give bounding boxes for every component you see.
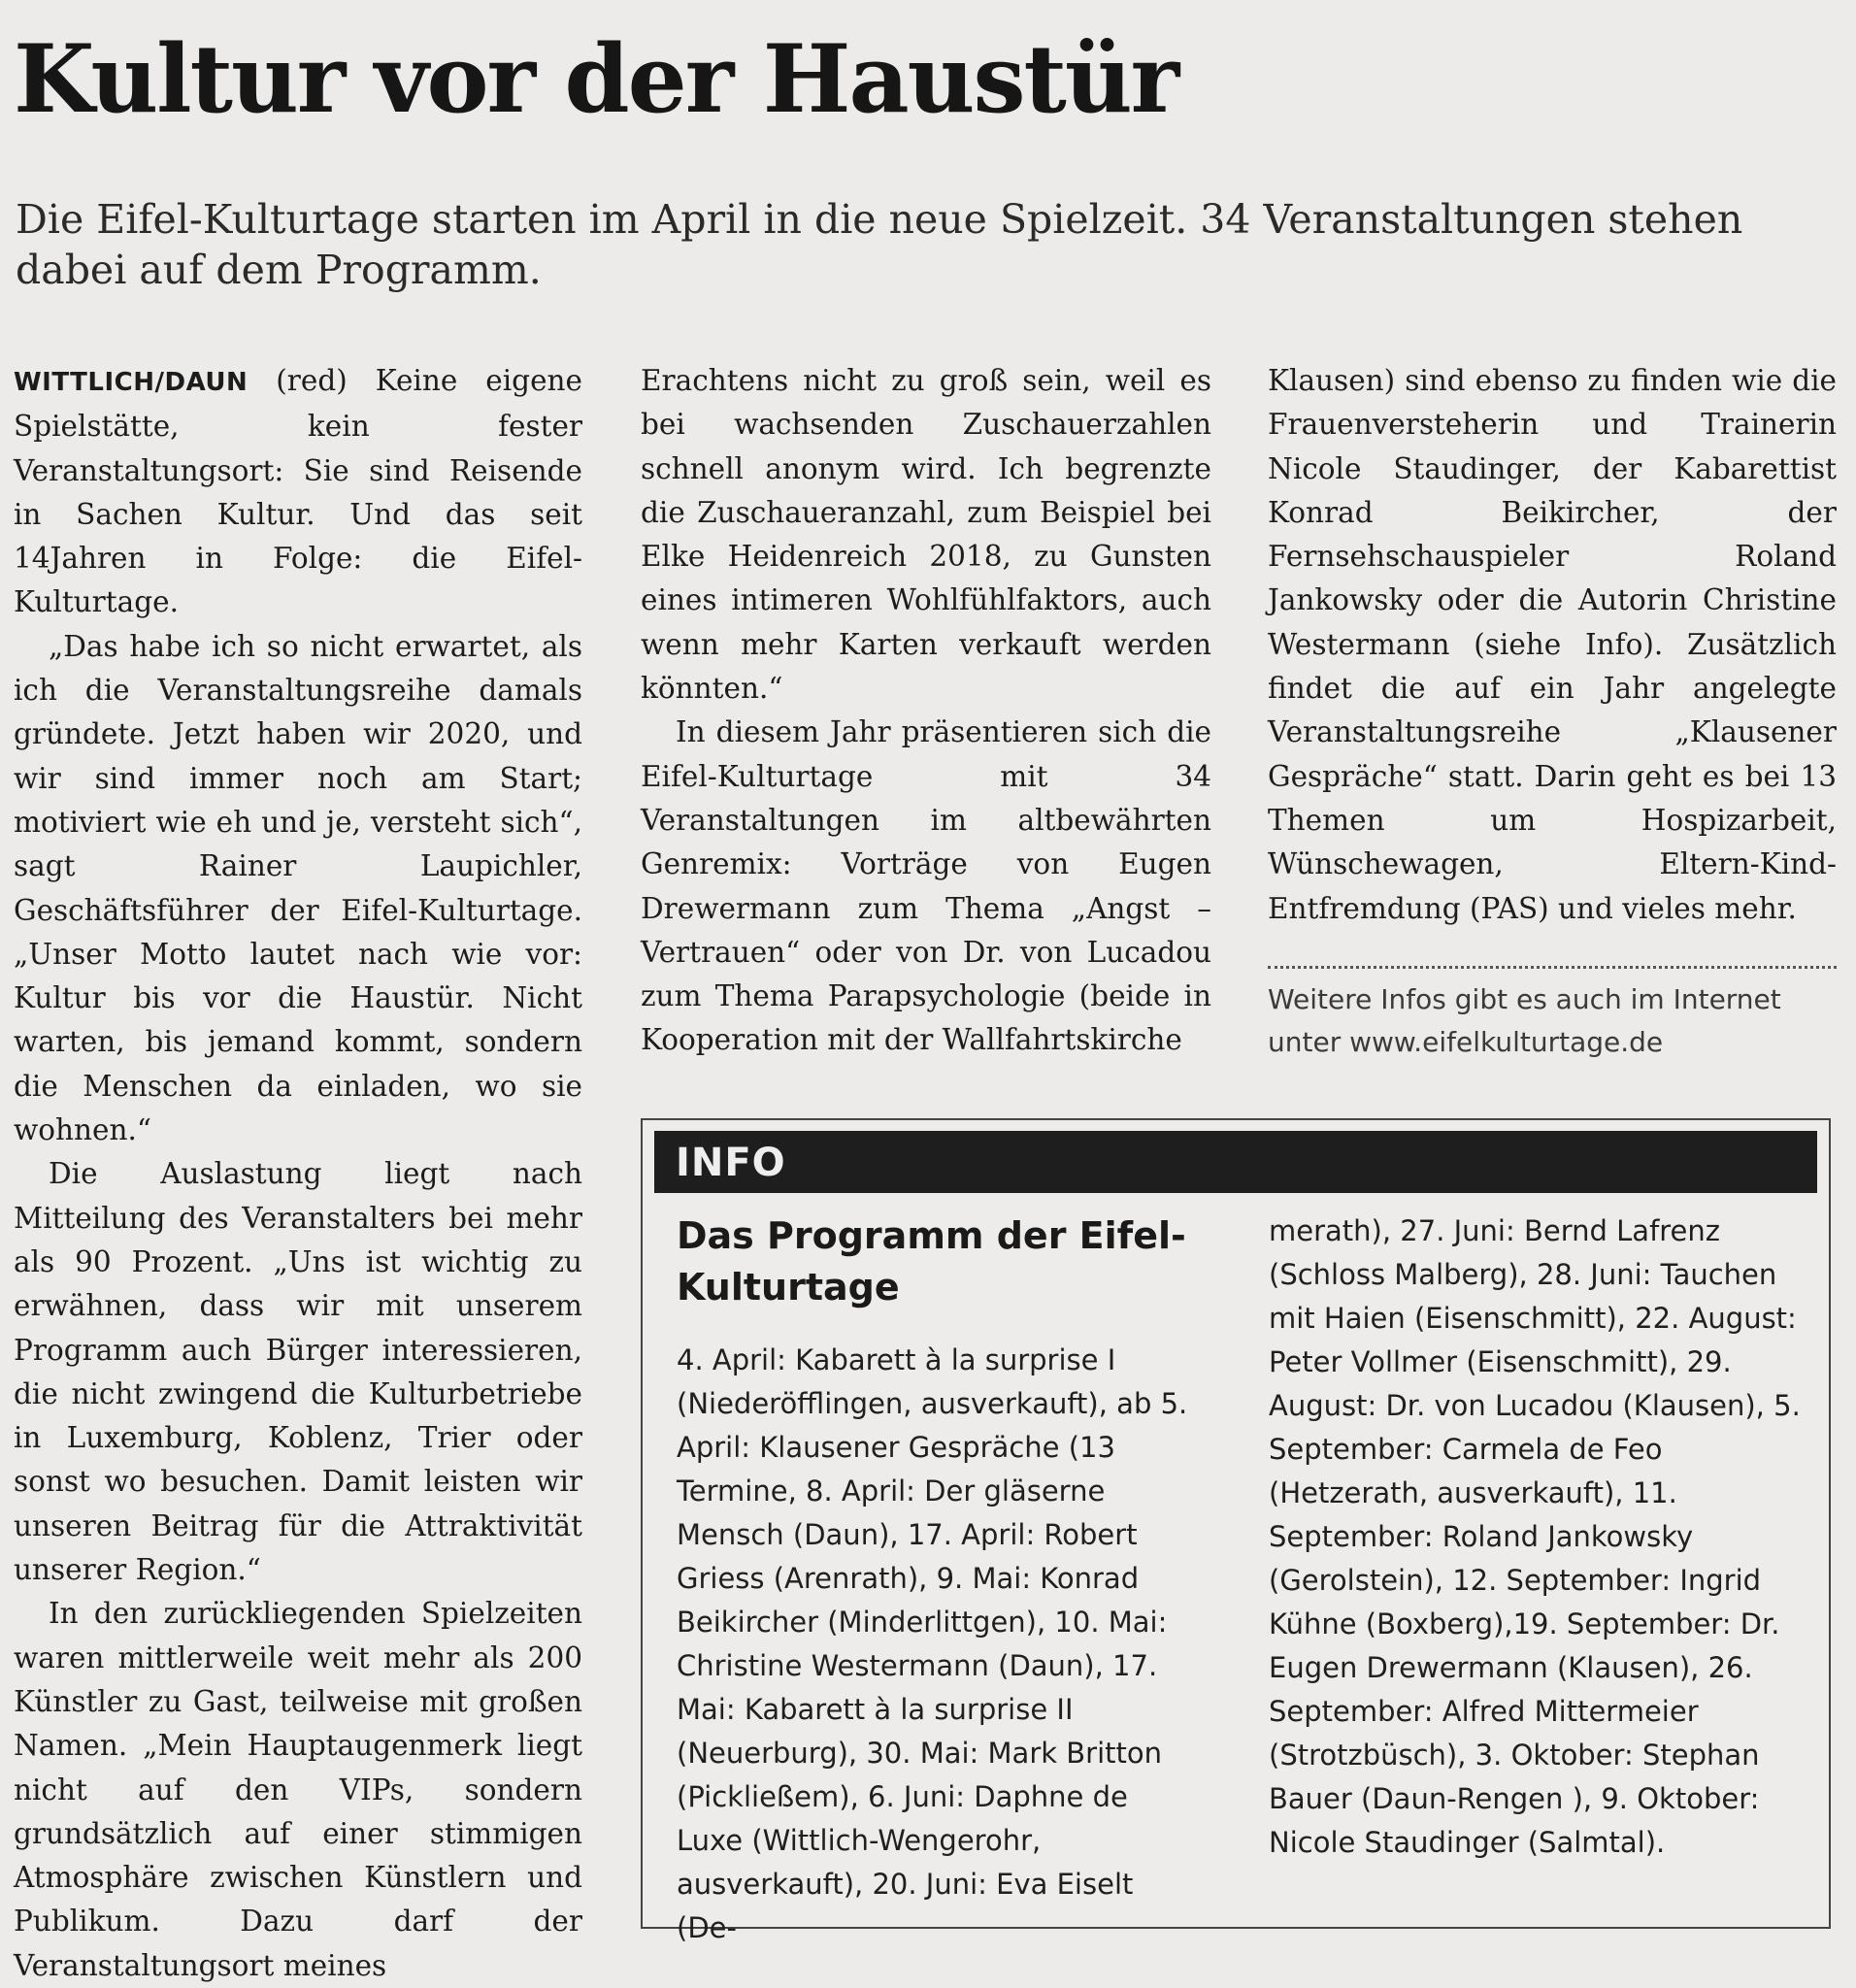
article-paragraph: [14, 359, 582, 625]
article-paragraph: Die Auslastung liegt nach Mitteilung des Veranstalters bei mehr als 90 Prozent. „Uns ist wichtig zu erwähnen, dass wir mit unserem Programm auch Bürger interessieren, die nicht zwingend die Kulturbetriebe in Luxemburg, Koblenz, Trier oder sonst wo besuchen. Damit leisten wir unseren Beitrag für die Attraktivität unserer Region.“: [14, 1157, 582, 1587]
info-label: INFO: [676, 1141, 786, 1185]
article-column-3: [1268, 359, 1837, 931]
program-list-column-2: merath), 27. Juni: Bernd Lafrenz (Schloss Malberg), 28. Juni: Tauchen mit Haien (Eisenschmitt), 22. August: Peter Vollmer (Eisenschmitt), 29. August: Dr. von Lucadou (Klausen), 5. September: Carmela de Feo (Hetzerath, ausverkauft), 11. September: Roland Jankowsky (Gerolstein), 12. September: Ingrid Kühne (Boxberg),19. September: Dr. Eugen Drewermann (Klausen), 26. September: Alfred Mittermeier (Strotzbüsch), 3. Oktober: Stephan Bauer (Daun-Rengen ), 9. Oktober: Nicole Staudinger (Salmtal).: [1269, 1214, 1801, 1859]
article-paragraph: In den zurückliegenden Spielzeiten waren mittlerweile weit mehr als 200 Künstler zu Gast, teilweise mit großen Namen. „Mein Hauptaugenmerk liegt nicht auf den VIPs, sondern grundsätzlich auf einer stimmigen Atmosphäre zwischen Künstlern und Publikum. Dazu darf der Veranstaltungsort meines: [14, 1597, 582, 1982]
dateline: WITTLICH/DAUN: [14, 368, 249, 397]
article-column-1: [14, 359, 582, 1988]
article-paragraph: Erachtens nicht zu groß sein, weil es bei wachsenden Zuschauerzahlen schnell anonym wird. Ich begrenzte die Zuschaueranzahl, zum Beispiel bei Elke Heidenreich 2018, zu Gunsten eines intimeren Wohlfühlfaktors, auch wenn mehr Karten verkauft werden könnten.“: [641, 364, 1211, 706]
article-paragraph: In diesem Jahr präsentieren sich die Eifel-Kulturtage mit 34 Veranstaltungen im altbewährten Genremix: Vorträge von Eugen Drewermann zum Thema „Angst – Vertrauen“ oder von Dr. von Lucadou zum Thema Parapsychologie (beide in Kooperation mit der Wallfahrtskirche: [641, 715, 1211, 1057]
article-paragraph: Klausen) sind ebenso zu finden wie die Frauenversteherin und Trainerin Nicole Staudinger, der Kabarettist Konrad Beikircher, der Fernsehschauspieler Roland Jankowsky oder die Autorin Christine Westermann (siehe Info). Zusätzlich findet die auf ein Jahr angelegte Veranstaltungsreihe „Klausener Gespräche“ statt. Darin geht es bei 13 Themen um Hospizarbeit, Wünschewagen, Eltern-Kind-Entfremdung (PAS) und vieles mehr.: [1268, 364, 1837, 925]
program-list-column-1: 4. April: Kabarett à la surprise I (Niederöfflingen, ausverkauft), ab 5. April: Klausener Gespräche (13 Termine, 8. April: Der gläserne Mensch (Daun), 17. April: Robert Griess (Arenrath), 9. Mai: Konrad Beikircher (Minderlittgen), 10. Mai: Christine Westermann (Daun), 17. Mai: Kabarett à la surprise II (Neuerburg), 30. Mai: Mark Britton (Pickließem), 6. Juni: Daphne de Luxe (Wittlich-Wengerohr, ausverkauft), 20. Juni: Eva Eiselt (De-: [677, 1343, 1188, 1944]
subheadline: Die Eifel-Kulturtage starten im April in die neue Spielzeit. 34 Veranstaltungen stehen dabei auf dem Programm.: [16, 196, 1743, 293]
web-footnote: Weitere Infos gibt es auch im Internet unter www.eifelkulturtage.de: [1268, 983, 1781, 1058]
info-box: [641, 1118, 1831, 1944]
headline: Kultur vor der Haustür: [14, 24, 1178, 134]
info-header-bar: [654, 1131, 1817, 1193]
info-title: Das Programm der Eifel-Kulturtage: [677, 1214, 1186, 1309]
lead-text: (red) Keine eigene Spielstätte, kein fester Veranstaltungsort: Sie sind Reisende in Sachen Kultur. Und das seit 14Jahren in Folge: die Eifel-Kulturtage.: [14, 364, 582, 619]
dotted-divider: [1268, 966, 1837, 969]
article-column-2: [641, 359, 1211, 1063]
article-paragraph: „Das habe ich so nicht erwartet, als ich die Veranstaltungsreihe damals gründete. Jetzt haben wir 2020, und wir sind immer noch am Start; motiviert wie eh und je, versteht sich“, sagt Rainer Laupichler, Geschäftsführer der Eifel-Kulturtage. „Unser Motto lautet nach wie vor: Kultur bis vor die Haustür. Nicht warten, bis jemand kommt, sondern die Menschen da einladen, wo sie wohnen.“: [14, 629, 582, 1147]
